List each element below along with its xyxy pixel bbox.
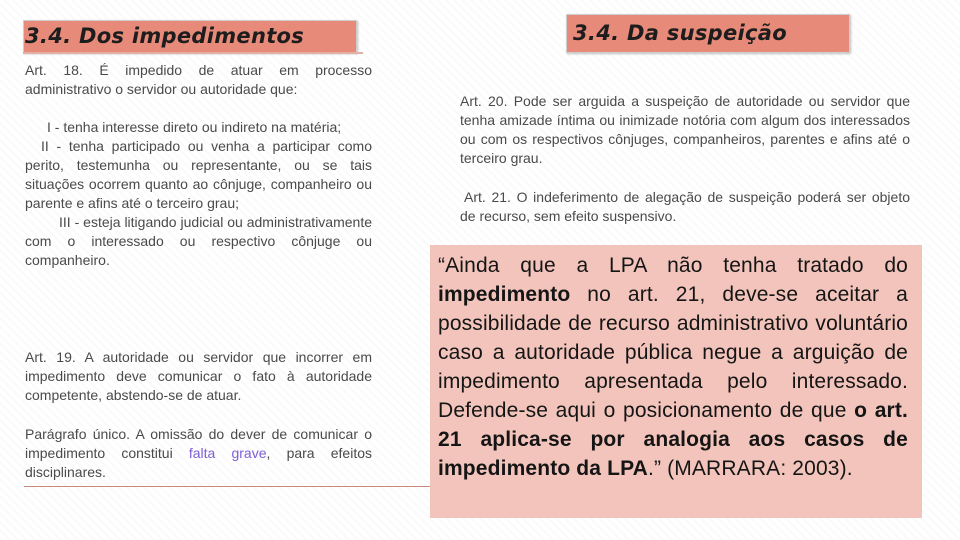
inciso-3: III - esteja litigando judicial ou administrativamente com o interessado ou respectivo cônjuge ou companheiro. bbox=[25, 214, 372, 268]
bottom-divider bbox=[24, 486, 444, 487]
paragrafo-unico-paragraph bbox=[25, 425, 372, 482]
quote-bold-impedimento: impedimento bbox=[438, 283, 571, 306]
art20-paragraph: Art. 20. Pode ser arguida a suspeição de autoridade ou servidor que tenha amizade íntima ou inimizade notória com algum dos interessados ou com os respectivos cônjuges, companheiros, parentes e afins até o terceiro grau. bbox=[460, 93, 910, 166]
incisos-block bbox=[25, 118, 372, 270]
art18-text bbox=[25, 61, 372, 99]
art20-text bbox=[460, 92, 910, 168]
inciso-1: I - tenha interesse direto ou indireto na matéria; bbox=[47, 119, 342, 135]
falta-grave-highlight: falta grave bbox=[188, 445, 267, 461]
doctrine-quote bbox=[438, 251, 908, 483]
quote-part-2: no art. 21, deve-se aceitar a possibilidade de recurso administrativo voluntário caso a autoridade pública negue a arguição de impedimento apresentada pelo interessado. Defende-se aqui o posicionamento de que bbox=[438, 283, 908, 422]
paragrafo-text-after: , para efeitos disciplinares. bbox=[25, 445, 373, 480]
paragrafo-unico bbox=[25, 425, 372, 482]
quote-part-1: “Ainda que a LPA não tenha tratado do bbox=[438, 254, 908, 277]
art21-text bbox=[460, 188, 910, 226]
quote-bold-analogia: o art. 21 aplica-se por analogia aos casos de impedimento da LPA bbox=[438, 399, 908, 480]
art19-text bbox=[25, 348, 372, 405]
title-left-underline bbox=[23, 52, 363, 54]
title-right: 3.4. Da suspeição bbox=[573, 21, 787, 45]
inciso-2: II - tenha participado ou venha a participar como perito, testemunha ou representante, ou se tais situações ocorrem quanto ao cônjuge, companheiro ou parente e afins até o terceiro grau; bbox=[25, 138, 372, 211]
quote-citation: .” (MARRARA: 2003). bbox=[648, 457, 853, 480]
title-left: 3.4. Dos impedimentos bbox=[25, 24, 305, 48]
art19-paragraph: Art. 19. A autoridade ou servidor que incorrer em impedimento deve comunicar o fato à autoridade competente, abstendo-se de atuar. bbox=[25, 349, 372, 403]
art18-paragraph: Art. 18. É impedido de atuar em processo administrativo o servidor ou autoridade que: bbox=[25, 62, 372, 97]
art21-paragraph: Art. 21. O indeferimento de alegação de suspeição poderá ser objeto de recurso, sem efeito suspensivo. bbox=[460, 189, 910, 224]
paragrafo-text-before: Parágrafo único. A omissão do dever de comunicar o impedimento constitui bbox=[25, 426, 372, 461]
